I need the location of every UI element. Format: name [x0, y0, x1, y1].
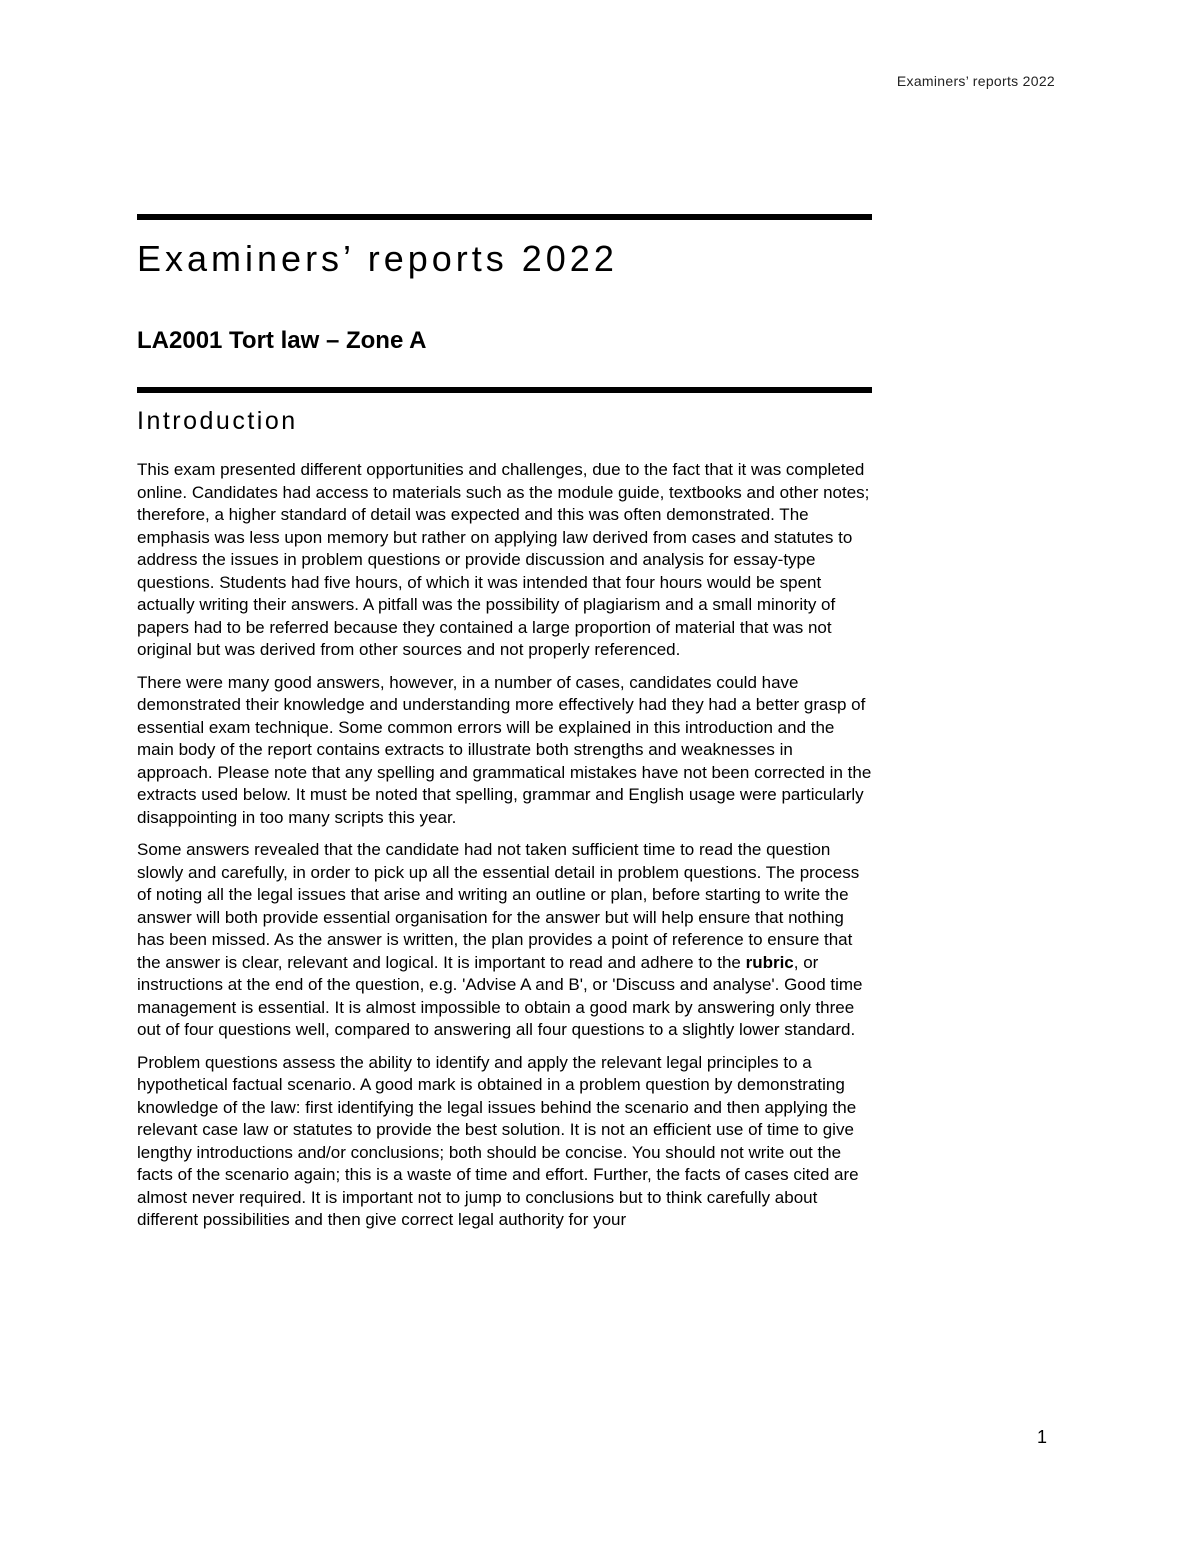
bold-term: rubric — [745, 952, 794, 972]
body-text — [137, 459, 872, 1232]
running-header: Examiners’ reports 2022 — [896, 73, 1055, 89]
page-number: 1 — [1036, 1427, 1047, 1447]
paragraph-text: Some answers revealed that the candidate had not taken sufficient time to read the question slowly and carefully, in order to pick up all the essential detail in problem questions. The process of noting all the legal issues that arise and writing an outline or plan, before starting to write the answer will both provide essential organisation for the answer but will help ensure that nothing has been missed. As the answer is written, the plan provides a point of reference to ensure that the answer is clear, relevant and logical. It is important to read and adhere to the — [137, 840, 860, 972]
paragraph: Problem questions assess the ability to identify and apply the relevant legal principles to a hypothetical factual scenario. A good mark is obtained in a problem question by demonstrating knowledge of the law: first identifying the legal issues behind the scenario and then applying the relevant case law or statutes to provide the best solution. It is not an efficient use of time to give lengthy introductions and/or conclusions; both should be concise. You should not write out the facts of the scenario again; this is a waste of time and effort. Further, the facts of cases cited are almost never required. It is important not to jump to conclusions but to think carefully about different possibilities and then give correct legal authority for your — [137, 1052, 859, 1229]
section-rule — [137, 387, 872, 393]
section-heading: Introduction — [137, 407, 298, 435]
top-rule — [137, 214, 872, 220]
paragraph: There were many good answers, however, in a number of cases, candidates could have demonstrated their knowledge and understanding more effectively had they had a better grasp of essential exam technique. Some common errors will be explained in this introduction and the main body of the report contains extracts to illustrate both strengths and weaknesses in approach. Please note that any spelling and grammatical mistakes have not been corrected in the extracts used below. It must be noted that spelling, grammar and English usage were particularly disappointing in too many scripts this year. — [137, 672, 872, 827]
document-subtitle: LA2001 Tort law – Zone A — [137, 327, 427, 354]
paragraph: This exam presented different opportunities and challenges, due to the fact that it was completed online. Candidates had access to materials such as the module guide, textbooks and other notes; therefore, a higher standard of detail was expected and this was often demonstrated. The emphasis was less upon memory but rather on applying law derived from cases and statutes to address the issues in problem questions or provide discussion and analysis for essay-type questions. Students had five hours, of which it was intended that four hours would be spent actually writing their answers. A pitfall was the possibility of plagiarism and a small minority of papers had to be referred because they contained a large proportion of material that was not original but was derived from other sources and not properly referenced. — [137, 460, 870, 659]
paragraph — [137, 839, 872, 1042]
document-body — [137, 214, 872, 1242]
paragraph-text: , or instructions at the end of the question, e.g. 'Advise A and B', or 'Discuss and analyse'. Good time management is essential. It is almost impossible to obtain a good mark by answering only three out of four questions well, compared to answering all four questions to a slightly lower standard. — [137, 952, 863, 1039]
document-title: Examiners’ reports 2022 — [137, 238, 618, 279]
